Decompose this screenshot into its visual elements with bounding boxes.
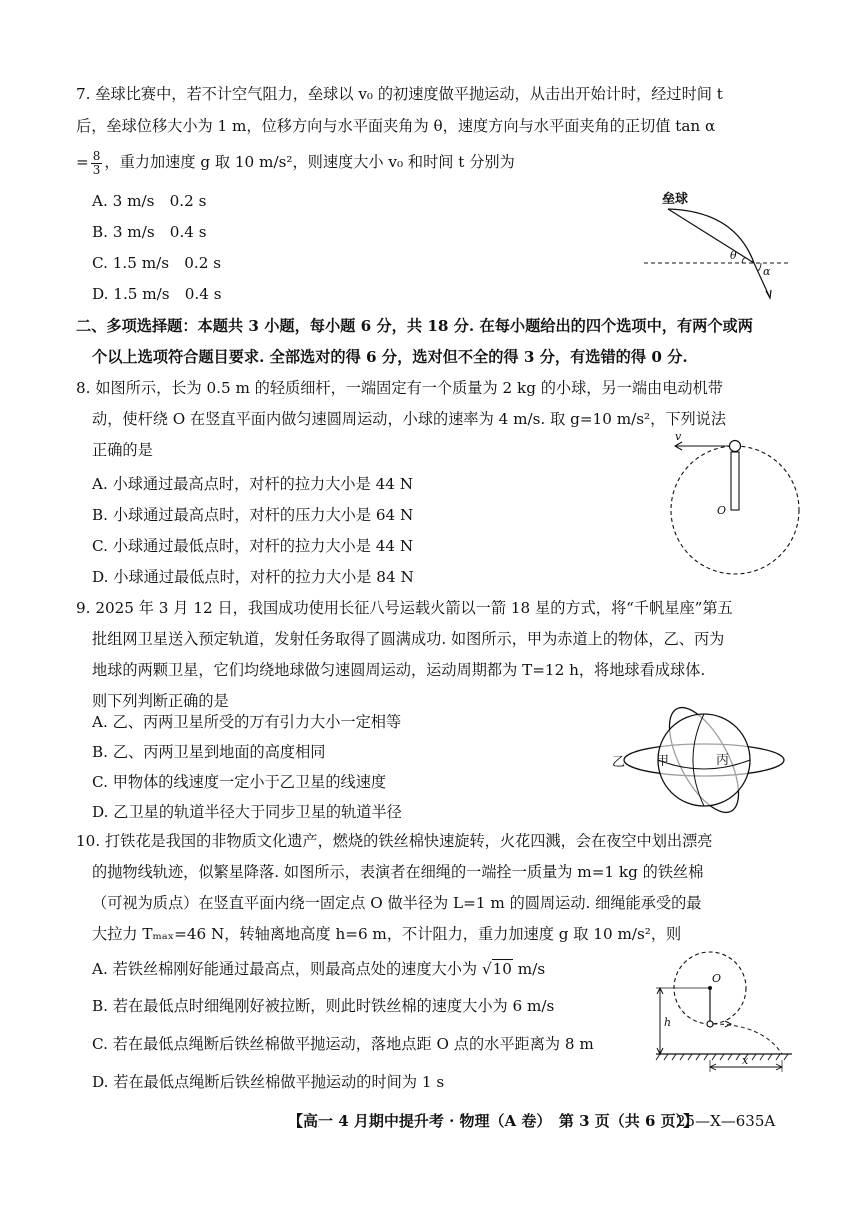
- q8-option-c: C. 小球通过最低点时，对杆的拉力大小是 44 N: [92, 537, 414, 555]
- q9-line2: 批组网卫星送入预定轨道，发射任务取得了圆满成功. 如图所示，甲为赤道上的物体，乙、丙为: [92, 630, 725, 648]
- q7-line1: 7. 垒球比赛中，若不计空气阻力，垒球以 v₀ 的初速度做平抛运动，从击出开始计时，经过时间 t: [76, 85, 723, 103]
- q9-option-d: D. 乙卫星的轨道半径大于同步卫星的轨道半径: [92, 803, 402, 821]
- q9-option-c: C. 甲物体的线速度一定小于乙卫星的线速度: [92, 773, 387, 791]
- q9-fig-bing: 丙: [716, 753, 730, 768]
- sqrt-symbol-icon: √: [481, 960, 492, 978]
- q10-figure: [652, 948, 802, 1078]
- q7-fig-label: 垒球: [662, 192, 689, 207]
- small-ball: [730, 441, 741, 452]
- q10-fig-o: O: [712, 972, 722, 985]
- q9-option-a: A. 乙、丙两卫星所受的万有引力大小一定相等: [92, 713, 402, 731]
- q7-line3: [76, 147, 792, 179]
- q7-fig-theta: θ: [730, 249, 737, 262]
- section2-heading-line2: 个以上选项符合题目要求. 全部选对的得 6 分，选对但不全的得 3 分，有选错的得 0 分.: [92, 348, 688, 366]
- q7-option-c: C. 1.5 m/s 0.2 s: [92, 254, 221, 272]
- projectile-arrow-icon: [725, 1021, 731, 1027]
- q10-option-c: C. 若在最低点绳断后铁丝棉做平抛运动，落地点距 O 点的水平距离为 8 m: [92, 1035, 594, 1053]
- ground-hatching: [656, 1054, 788, 1060]
- q10-optA-prefix: A. 若铁丝棉刚好能通过最高点，则最高点处的速度大小为: [92, 960, 482, 978]
- earth-sphere: [658, 714, 750, 806]
- q9-fig-jia: 甲: [656, 754, 670, 769]
- q7-option-d: D. 1.5 m/s 0.4 s: [92, 285, 222, 303]
- q10-option-a: [92, 959, 545, 979]
- q8-fig-o: O: [717, 504, 727, 517]
- q9-line1: 9. 2025 年 3 月 12 日，我国成功使用长征八号运载火箭以一箭 18 星的方式，将“千帆星座”第五: [76, 599, 733, 617]
- q8-figure: [665, 428, 815, 578]
- q8-line3: 正确的是: [92, 441, 153, 459]
- q7-line2: 后，垒球位移大小为 1 m，位移方向与水平面夹角为 θ，速度方向与水平面夹角的正切值 tan α: [76, 117, 716, 135]
- q10-fig-x: x: [742, 1054, 749, 1067]
- q7-frac-num: 8: [92, 148, 101, 163]
- q10-optA-suffix: m/s: [512, 960, 546, 978]
- q10-line1: 10. 打铁花是我国的非物质文化遗产，燃烧的铁丝棉快速旋转，火花四溅，会在夜空中划出漂亮: [76, 832, 713, 850]
- q10-line2: 的抛物线轨迹，似繁星降落. 如图所示，表演者在细绳的一端拴一质量为 m=1 kg 的铁丝棉: [92, 863, 704, 881]
- q7-option-b: B. 3 m/s 0.4 s: [92, 223, 207, 241]
- iron-wool-ball: [707, 1021, 713, 1027]
- q7-frac-den: 3: [92, 162, 101, 177]
- q9-line3: 地球的两颗卫星，它们均绕地球做匀速圆周运动，运动周期都为 T=12 h，将地球看成球体.: [92, 661, 706, 679]
- q10-line4: 大拉力 Tₘₐₓ=46 N，转轴离地高度 h=6 m，不计阻力，重力加速度 g 取 10 m/s²，则: [92, 925, 682, 943]
- q8-option-d: D. 小球通过最低点时，对杆的拉力大小是 84 N: [92, 568, 414, 586]
- q7-fraction: [91, 150, 103, 177]
- q8-option-b: B. 小球通过最高点时，对杆的压力大小是 64 N: [92, 506, 414, 524]
- alpha-arc: [758, 263, 761, 271]
- projectile-path-dashed: [713, 1024, 782, 1054]
- light-rod: [731, 452, 739, 510]
- q10-option-b: B. 若在最低点时细绳刚好被拉断，则此时铁丝棉的速度大小为 6 m/s: [92, 997, 555, 1015]
- q10-optA-root: 10: [492, 960, 512, 978]
- footer-center: 【高一 4 月期中提升考 · 物理（A 卷） 第 3 页（共 6 页）】: [288, 1112, 699, 1130]
- q7-fig-alpha: α: [763, 265, 771, 278]
- q10-line3: （可视为质点）在竖直平面内绕一固定点 O 做半径为 L=1 m 的圆周运动. 细绳能承受的最: [92, 894, 702, 912]
- q8-option-a: A. 小球通过最高点时，对杆的拉力大小是 44 N: [92, 475, 414, 493]
- section2-heading-line1: 二、多项选择题：本题共 3 小题，每小题 6 分，共 18 分. 在每小题给出的四个选项中，有两个或两: [76, 317, 753, 335]
- q7-option-a: A. 3 m/s 0.2 s: [92, 192, 207, 210]
- q8-fig-v: v: [675, 430, 682, 443]
- q8-line1: 8. 如图所示，长为 0.5 m 的轻质细杆，一端固定有一个质量为 2 kg 的小球，另一端由电动机带: [76, 379, 723, 397]
- q9-figure: [612, 700, 792, 825]
- q7-figure: [640, 185, 800, 310]
- q7-line3-suffix: ，重力加速度 g 取 10 m/s²，则速度大小 v₀ 和时间 t 分别为: [104, 153, 515, 171]
- q10-option-d: D. 若在最低点绳断后铁丝棉做平抛运动的时间为 1 s: [92, 1073, 445, 1091]
- q10-fig-h: h: [664, 1016, 672, 1029]
- q9-option-b: B. 乙、丙两卫星到地面的高度相同: [92, 743, 326, 761]
- footer-code: 25—X—635A: [676, 1112, 776, 1130]
- q8-line2: 动，使杆绕 O 在竖直平面内做匀速圆周运动，小球的速率为 4 m/s. 取 g=10 m/s²，下列说法: [92, 410, 727, 428]
- theta-arc: [742, 258, 746, 263]
- q9-fig-yi: 乙: [612, 755, 626, 770]
- q9-line4: 则下列判断正确的是: [92, 692, 229, 710]
- q7-line3-prefix: =: [76, 153, 89, 171]
